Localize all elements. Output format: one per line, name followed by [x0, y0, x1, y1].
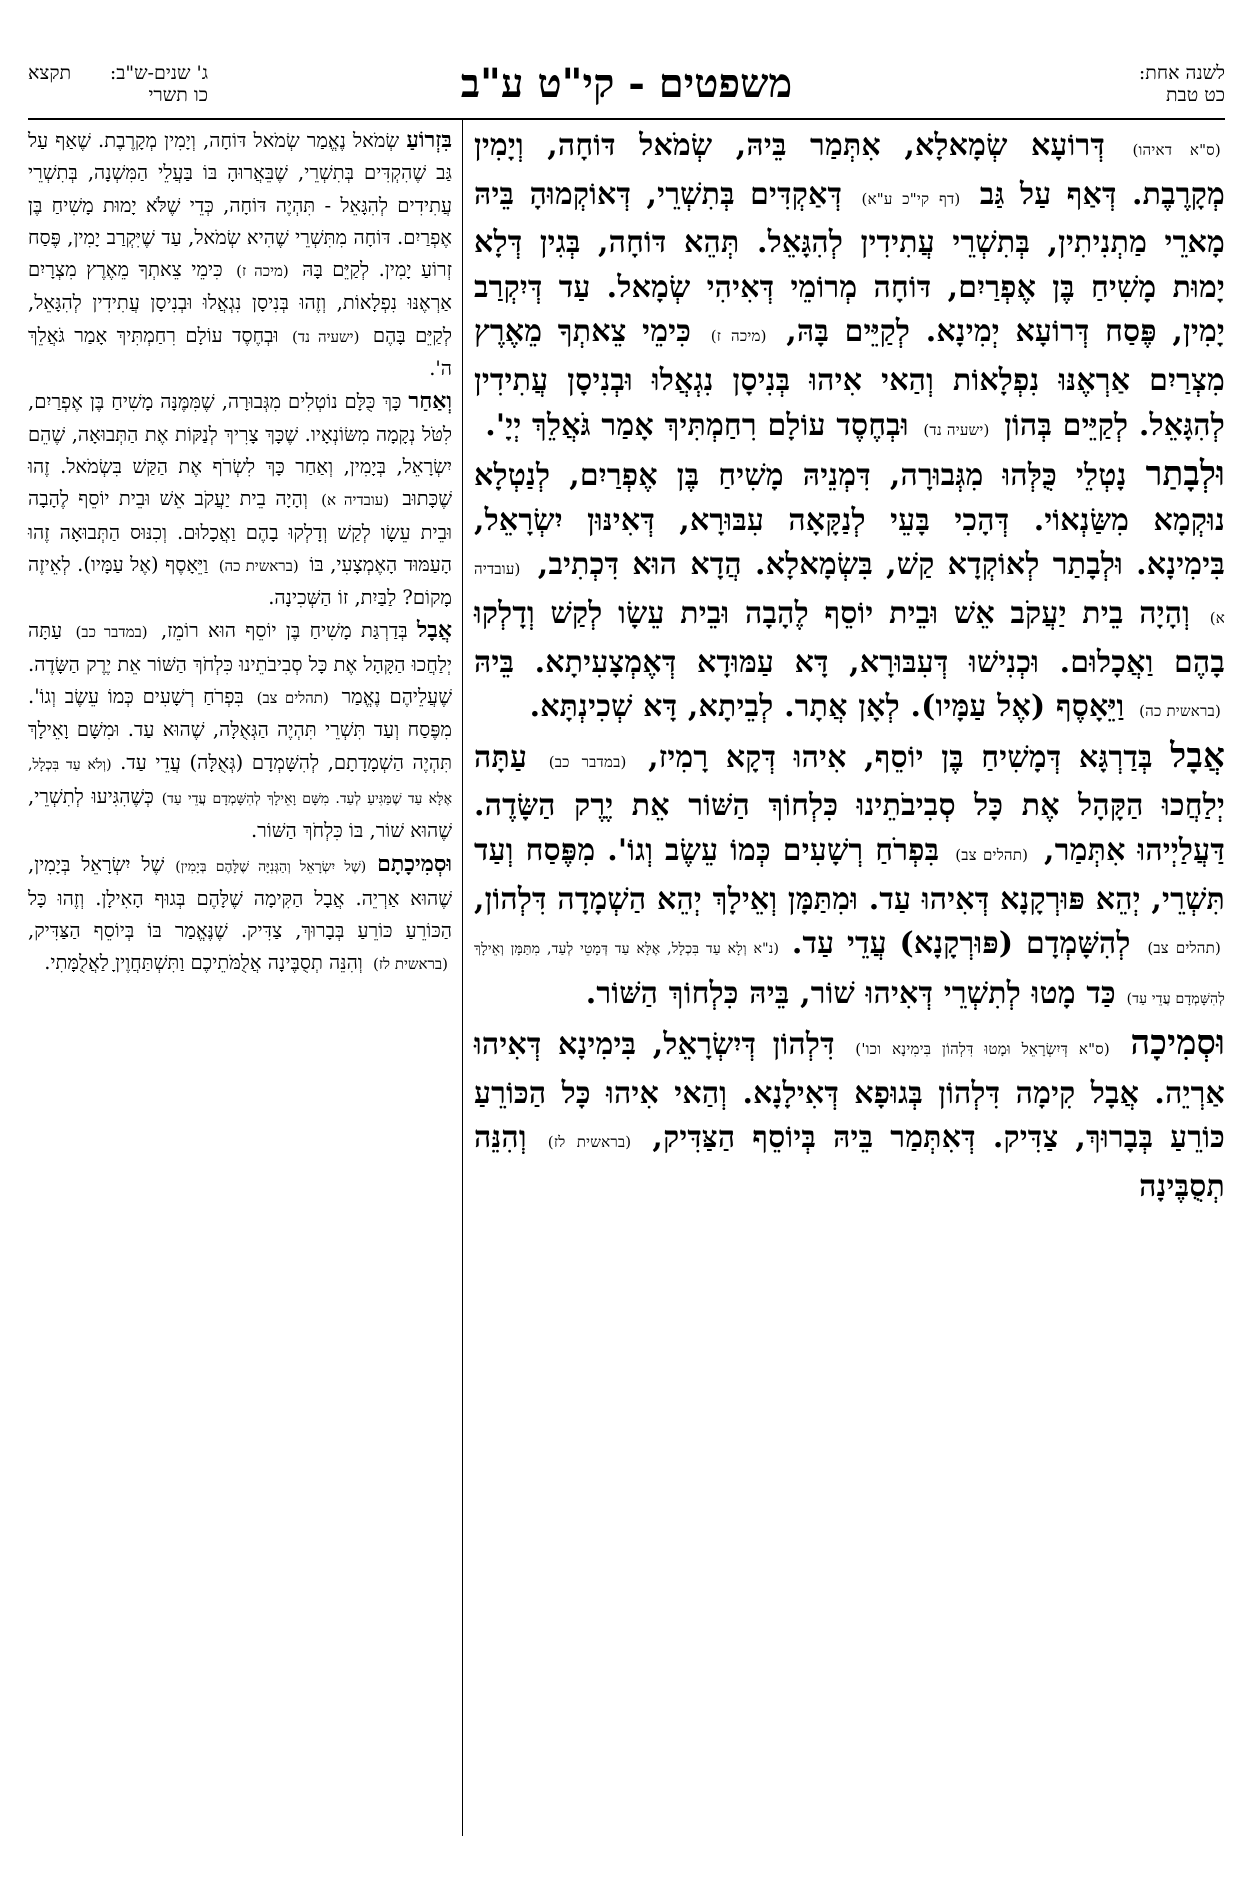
- source-ref: (במדבר כב): [548, 752, 627, 771]
- text-run: וְהִנֵּה תְסֻבֶּינָה אֲלֻמֹּתֵיכֶם וַתִּשְׁתַּחֲוֶיןָ לַאֲלֻמָּתִי.: [44, 951, 363, 975]
- text-run: בִּפְרֹחַ רְשָׁעִים כְּמוֹ עֵשֶׂב וְגוֹ'. מִפֶּסַח וְעַד תִּשְׁרֵי תִּהְיֶה הַגְּאֻלָּה, שֶׁהוּא עַד. וּמִשָּׁם וָאֵילָךְ תִּהְיֶה הַשְׁמָדָתָם, לְהִשָּׁמְדָם (גְּאֻלָּה) עֲדֵי עַד.: [28, 685, 452, 774]
- source-ref: (ישעיה נד): [923, 420, 990, 439]
- main-paragraph-3: [474, 734, 1225, 1022]
- text-run: וּבְחֶסֶד עוֹלָם רִחַמְתִּיךְ אָמַר גֹּאֲלֵךְ ה'.: [28, 323, 452, 381]
- text-run: בְּדַרְגַּת מָשִׁיחַ בֶּן יוֹסֵף הוּא רוֹמֵז,: [160, 619, 408, 643]
- text-run: לְהִשָּׁמְדָם (פּוּרְקָנָא) עֲדֵי עַד.: [791, 926, 1131, 962]
- source-ref: (במדבר כב): [75, 623, 148, 642]
- schedule-date-one-year-tevet: כט טבת: [1165, 84, 1225, 106]
- page-header: [28, 56, 1225, 116]
- text-run: וְהָיָה בֵית יַעֲקֹב אֵשׁ וּבֵית יוֹסֵף לֶהָבָה וּבֵית עֵשָׂו לְקַשׁ וְדָלְקוּ בָהֶם וַאֲכָלוּם. וְכִנּוּס הַתְּבוּאָה זֶהוּ הָעַמּוּד הָאֶמְצָעִי, בּוֹ: [28, 487, 452, 576]
- main-paragraph-1: [474, 124, 1225, 452]
- source-ref: (דף קי"כ ע"א): [861, 189, 961, 208]
- source-ref: (מיכה ז): [236, 262, 289, 281]
- main-paragraph-4: [474, 1021, 1225, 1209]
- source-ref: (בראשית לז): [373, 955, 448, 974]
- source-ref: (בראשית כה): [1139, 702, 1221, 721]
- text-run: וּבְחֶסֶד עוֹלָם רִחַמְתִּיךְ אָמַר גֹּאֲלֵךְ יְיָ'.: [485, 407, 909, 443]
- source-ref: (בראשית כה): [218, 556, 299, 575]
- main-text-column: [474, 124, 1225, 1210]
- side-paragraph-2: [28, 385, 452, 614]
- schedule-page-number: תקצא: [28, 62, 72, 84]
- text-run: כְּשֶׁהִגִּיעוּ לְתִשְׁרֵי, שֶׁהוּא שׁוֹר, בּוֹ כִּלְחֹךְ הַשּׁוֹר.: [28, 784, 452, 843]
- translation-column: [28, 124, 452, 981]
- schedule-label-one-year: לשנה אחת:: [1138, 62, 1225, 84]
- source-ref: (תהלים צב): [1147, 939, 1221, 958]
- alternate-reading-note: (שֶׁל יִשְׂרָאֵל וְהַגְּנִיָּה שֶׁלָּהֶם בְּיָמִין): [175, 858, 367, 875]
- alternate-reading-note: (וְלֹא עַד בִּכְלָל, אֶלָּא עַד שֶׁמַּגִּיעַ לְעַד. מִשָּׁם וָאֵילָךְ לְהִשָּׁמְדָם עֲדֵי עַד): [28, 756, 453, 807]
- source-ref: (עובדיה א): [474, 560, 1225, 627]
- text-run: נָטְלֵי כֻּלְּהוּ מִגְּבוּרָה, דִּמְנֵיהּ מָשִׁיחַ בֶּן אֶפְרַיִם, לְנַטְלָא נוּקְמָא מִשַּׂנְאוֹי. דְּהָכִי בָּעֵי לְנַקָּאָה עִבּוּרָא, דְּאִינּוּן יִשְׂרָאֵל, בִּימִינָא. וּלְבָתַר לְאוֹקְדָא קַשׁ, בִּשְׂמָאלָא. הֲדָא הוּא דִּכְתִיב,: [474, 458, 1225, 583]
- side-paragraph-4: [28, 848, 452, 981]
- reading-schedule-three-years: [28, 62, 208, 106]
- text-run: וַיֵּאָסֶף (אֶל עַמָּיו). לְאֵיזֶה מָקוֹם? לַבַּיִת, זוֹ הַשְּׁכִינָה.: [28, 552, 452, 610]
- column-divider: [462, 118, 463, 1836]
- paragraph-lead-word: וּסְמִיכָתָם: [377, 850, 452, 877]
- alternate-reading-note: (ס"א דְּיִשְׂרָאֵל וּמָטוּ דִּלְהוֹן בִּימִינָא וכו'): [855, 1040, 1110, 1059]
- paragraph-lead-word: בִּזְרוֹעַ: [406, 127, 452, 153]
- text-run: שְׂמֹאל נֶאֱמַר שְׂמֹאל דּוֹחָה, וְיָמִין מְקָרֶבֶת. שֶׁאַף עַל גַּב שֶׁהִקְדִּים בְּתִשְׁרֵי, שֶׁבֵּאֲרוּהָ בּוֹ בַּעֲלֵי הַמִּשְׁנָה, בְּתִשְׁרֵי עֲתִידִים לְהִגָּאֵל - תִּהְיֶה דּוֹחָה, כְּדֵי שֶׁלֹּא יָמוּת מָשִׁיחַ בֶּן אֶפְרַיִם. דּוֹחָה מִתִּשְׁרֵי שֶׁהִיא שְׂמֹאל, עַד שֶׁיִּקְרַב יָמִין, פֶּסַח זְרוֹעַ יָמִין. לְקַיֵּם בָּהּ: [28, 129, 453, 282]
- paragraph-lead-word: וּלְבָתַר: [1145, 454, 1225, 495]
- text-run: כִּימֵי צֵאתְךָ מֵאֶרֶץ מִצְרַיִם אַרְאֶנּוּ נִפְלָאוֹת וְהַאי אִיהוּ בְּנִיסָן נִגְאֲלוּ וּבְנִיסָן עֲתִידִין לְהִגָּאֵל. לְקַיֵּים בְּהוֹן: [474, 314, 1225, 443]
- text-run: עַתָּה יְלַחֲכוּ הַקָּהָל אֶת כָּל סְבִיבֹתֵינוּ כִּלְחֹךְ הַשּׁוֹר אֵת יֶרֶק הַשָּׂדֶה. שֶׁעֲלֵיהֶם נֶאֱמַר: [28, 619, 453, 709]
- text-run: וַיֵּאָסֶף (אֶל עַמָּיו). לְאָן אֲתָר. לְבֵיתָא, דָּא שְׁכִינְתָּא.: [529, 689, 1125, 725]
- source-ref: (תהלים צב): [955, 845, 1029, 864]
- side-paragraph-1: [28, 124, 452, 385]
- source-ref: (עובדיה א): [321, 491, 390, 510]
- source-ref: (ס"א דאיהו): [1132, 141, 1221, 159]
- header-divider: [28, 118, 1225, 120]
- text-run: בִּפְרֹחַ רְשָׁעִים כְּמוֹ עֵשֶׂב וְגוֹ'. מִפֶּסַח וְעַד תִּשְׁרֵי, יְהֵא פּוּרְקָנָא דְּאִיהוּ עַד. וּמִתַּמָּן וְאֵילָךְ יְהֵא הַשְׁמָדָה דִּלְהוֹן,: [474, 832, 1225, 917]
- text-run: דְּרוֹעָא שְׂמָאלָא, אִתְּמַר בֵּיהּ, שְׂמֹאל דּוֹחָה, וְיָמִין מְקָרֶבֶת. דְּאַף עַל גַּב: [474, 128, 1225, 212]
- source-ref: (מיכה ז): [710, 327, 767, 346]
- source-ref: (ישעיה נד): [292, 327, 360, 346]
- text-run: וְהִנֵּה תְסֻבֶּינָה: [474, 1120, 1225, 1205]
- side-paragraph-3: [28, 614, 452, 847]
- source-ref: (תהלים צב): [256, 689, 329, 708]
- schedule-date-three-years: כו תשרי: [148, 84, 208, 106]
- source-ref: (בראשית לז): [547, 1133, 632, 1152]
- text-run: כָּךְ כֻּלָּם נוֹטְלִים מִגְּבוּרָה, שֶׁמִּמֶּנָּה מָשִׁיחַ בֶּן אֶפְרַיִם, לִטֹּל נְקָמָה מִשּׂוֹנְאָיו. שֶׁכָּךְ צָרִיךְ לְנַקּוֹת אֶת הַתְּבוּאָה, שֶׁהֵם יִשְׂרָאֵל, בְּיָמִין, וְאַחַר כָּךְ לִשְׂרֹף אֶת הַקַּשׁ בִּשְׂמֹאל. זֶהוּ שֶׁכָּתוּב: [28, 390, 453, 511]
- text-run: כִּימֵי צֵאתְךָ מֵאֶרֶץ מִצְרָיִם אַרְאֶנּוּ נִפְלָאוֹת, וְזֶהוּ בְּנִיסָן נִגְאֲלוּ וּבְנִיסָן עֲתִידִין לְהִגָּאֵל, לְקַיֵּם בָּהֶם: [28, 258, 452, 347]
- text-run: עַתָּה יְלַחֲכוּ הַקָּהָל אֶת כָּל סְבִיבֹתֵינוּ כִּלְחוֹךְ הַשּׁוֹר אֵת יֶרֶק הַשָּׂדֶה. דַּעֲלַיְיהוּ אִתְּמַר,: [474, 739, 1225, 868]
- text-run: דִּלְהוֹן דְּיִשְׂרָאֵל, בִּימִינָא דְּאִיהוּ אַרְיֵה. אֲבָל קִימָה דִּלְהוֹן בְּגוּפָא דְּאִילָנָא. וְהַאי אִיהוּ כָּל הַכּוֹרֵעַ כּוֹרֵעַ בְּבָרוּךְ, צַדִּיק. דְּאִתְּמַר בֵּיהּ בְּיוֹסֵף הַצַּדִּיק,: [474, 1027, 1225, 1156]
- paragraph-lead-word: וְאַחַר: [408, 388, 452, 415]
- text-run: שֶׁל יִשְׂרָאֵל בְּיָמִין, שֶׁהוּא אַרְיֵה. אֲבָל הַקִּימָה שֶׁלָּהֶם בְּגוּף הָאִילָן. וְזֶהוּ כָּל הַכּוֹרֵעַ כּוֹרֵעַ בְּבָרוּךְ, צַדִּיק. שֶׁנֶּאֱמַר בּוֹ בְּיוֹסֵף הַצַּדִּיק,: [28, 852, 452, 943]
- text-run: וְהָיָה בֵית יַעֲקֹב אֵשׁ וּבֵית יוֹסֵף לֶהָבָה וּבֵית עֵשָׂו לְקַשׁ וְדָלְקוּ בָהֶם וַאֲכָלוּם. וּכְנִישׁוּ דְּעִבּוּרָא, דָּא עַמּוּדָא דְּאֶמְצָעִיתָא. בֵּיהּ: [474, 595, 1225, 680]
- paragraph-lead-word: אֲבָל: [417, 617, 453, 644]
- text-run: דְּאַקְדִּים בְּתִשְׁרֵי, דְּאוֹקְמוּהָ בֵּיהּ מָארֵי מַתְנִיתִין, בְּתִשְׁרֵי עֲתִידִין לְהִגָּאֵל. תְּהֵא דּוֹחָה, בְּגִין דְּלָא יָמוּת מָשִׁיחַ בֶּן אֶפְרַיִם, דּוֹחָה מְרוֹמֵי דְּאִיהִי שְׂמָאל. עַד דְּיִקְרַב יָמִין, פֶּסַח דְּרוֹעָא יְמִינָא. לְקַיֵּים בָּהּ,: [474, 176, 1225, 350]
- schedule-label-three-years: ג' שנים-ש"ב:: [109, 62, 208, 84]
- alternate-reading-note: (נ"א וְלָא עַד בִּכְלָל, אֶלָּא עַד דְּמָטֵי לְעַד, מִתַּמָּן וְאֵילָךְ לְהִשָּׁמְדָם עֲדֵי עַד): [474, 941, 1225, 1007]
- text-run: בְּדַרְגָּא דְּמָשִׁיחַ בֶּן יוֹסֵף, אִיהוּ דְּקָא רָמִיז,: [648, 739, 1153, 775]
- main-paragraph-2: [474, 452, 1225, 734]
- text-run: כַּד מָטוּ לְתִשְׁרֵי דְּאִיהוּ שׁוֹר, בֵּיהּ כִּלְחוֹךְ הַשּׁוֹר.: [585, 975, 1116, 1011]
- paragraph-lead-word: אֲבָל: [1170, 735, 1225, 776]
- page-title: משפטים - קי"ט ע"ב: [460, 60, 793, 107]
- paragraph-lead-word: וּסְמִיכָה: [1130, 1023, 1225, 1064]
